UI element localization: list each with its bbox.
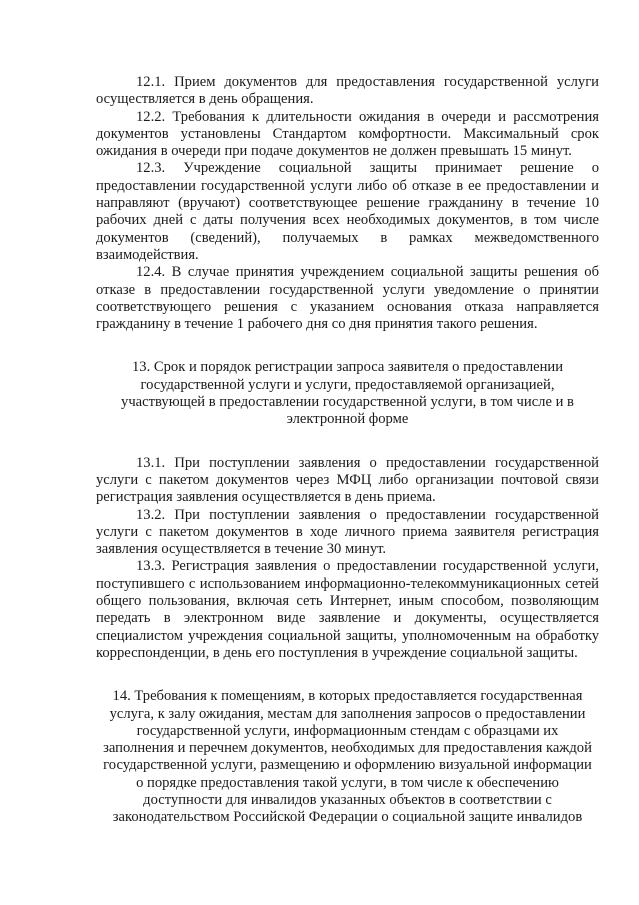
paragraph-12-1: 12.1. Прием документов для предоставления государственной услуги осуществляется в день обращения. <box>96 74 599 108</box>
paragraph-13-3: 13.3. Регистрация заявления о предоставлении государственной услуги, поступившего с использованием информационно-телекоммуникационных сетей общего пользования, включая сеть Интернет, иным способом, позволяющим передать в электронном виде заявление и документы, осуществляется специалистом учреждения социальной защиты, уполномоченным на обработку корреспонденции, в день его поступления в учреждение социальной защиты. <box>96 558 599 661</box>
paragraph-12-2: 12.2. Требования к длительности ожидания в очереди и рассмотрения документов установлены Стандартом комфортности. Максимальный срок ожидания в очереди при подаче документов не должен превышать 15 минут. <box>96 108 599 160</box>
section-13-heading: 13. Срок и порядок регистрации запроса заявителя о предоставлении государственной услуги и услуги, предоставляемой организацией, участвующей в предоставлении государственной услуги, в том числе и в электронной форме <box>121 359 574 428</box>
document-page <box>96 74 599 827</box>
section-14-heading: 14. Требования к помещениям, в которых предоставляется государственная услуга, к залу ожидания, местам для заполнения запросов о предоставлении государственной услуги, информационным стендам с образцами их заполнения и перечнем документов, необходимых для предоставления каждой государственной услуги, размещению и оформлению визуальной информации о порядке предоставления такой услуги, в том числе к обеспечению доступности для инвалидов указанных объектов в соответствии с законодательством Российской Федерации о социальной защите инвалидов <box>103 688 592 826</box>
paragraph-13-2: 13.2. При поступлении заявления о предоставлении государственной услуги с пакетом документов в ходе личного приема заявителя регистрация заявления осуществляется в течение 30 минут. <box>96 506 599 558</box>
section-spacer <box>96 429 599 455</box>
paragraph-12-4: 12.4. В случае принятия учреждением социальной защиты решения об отказе в предоставлении государственной услуги уведомление о принятии соответствующего решения с указанием основания отказа направляется гражданину в течение 1 рабочего дня со дня принятия такого решения. <box>96 264 599 333</box>
section-spacer <box>96 662 599 688</box>
paragraph-12-3: 12.3. Учреждение социальной защиты принимает решение о предоставлении государственной услуги либо об отказе в ее предоставлении и направляют (вручают) соответствующее решение гражданину в течение 10 рабочих дней с даты получения всех необходимых документов, в том числе документов (сведений), получаемых в рамках межведомственного взаимодействия. <box>96 160 599 263</box>
section-spacer <box>96 333 599 359</box>
paragraph-13-1: 13.1. При поступлении заявления о предоставлении государственной услуги с пакетом документов через МФЦ либо организации почтовой связи регистрация заявления осуществляется в день приема. <box>96 454 599 506</box>
